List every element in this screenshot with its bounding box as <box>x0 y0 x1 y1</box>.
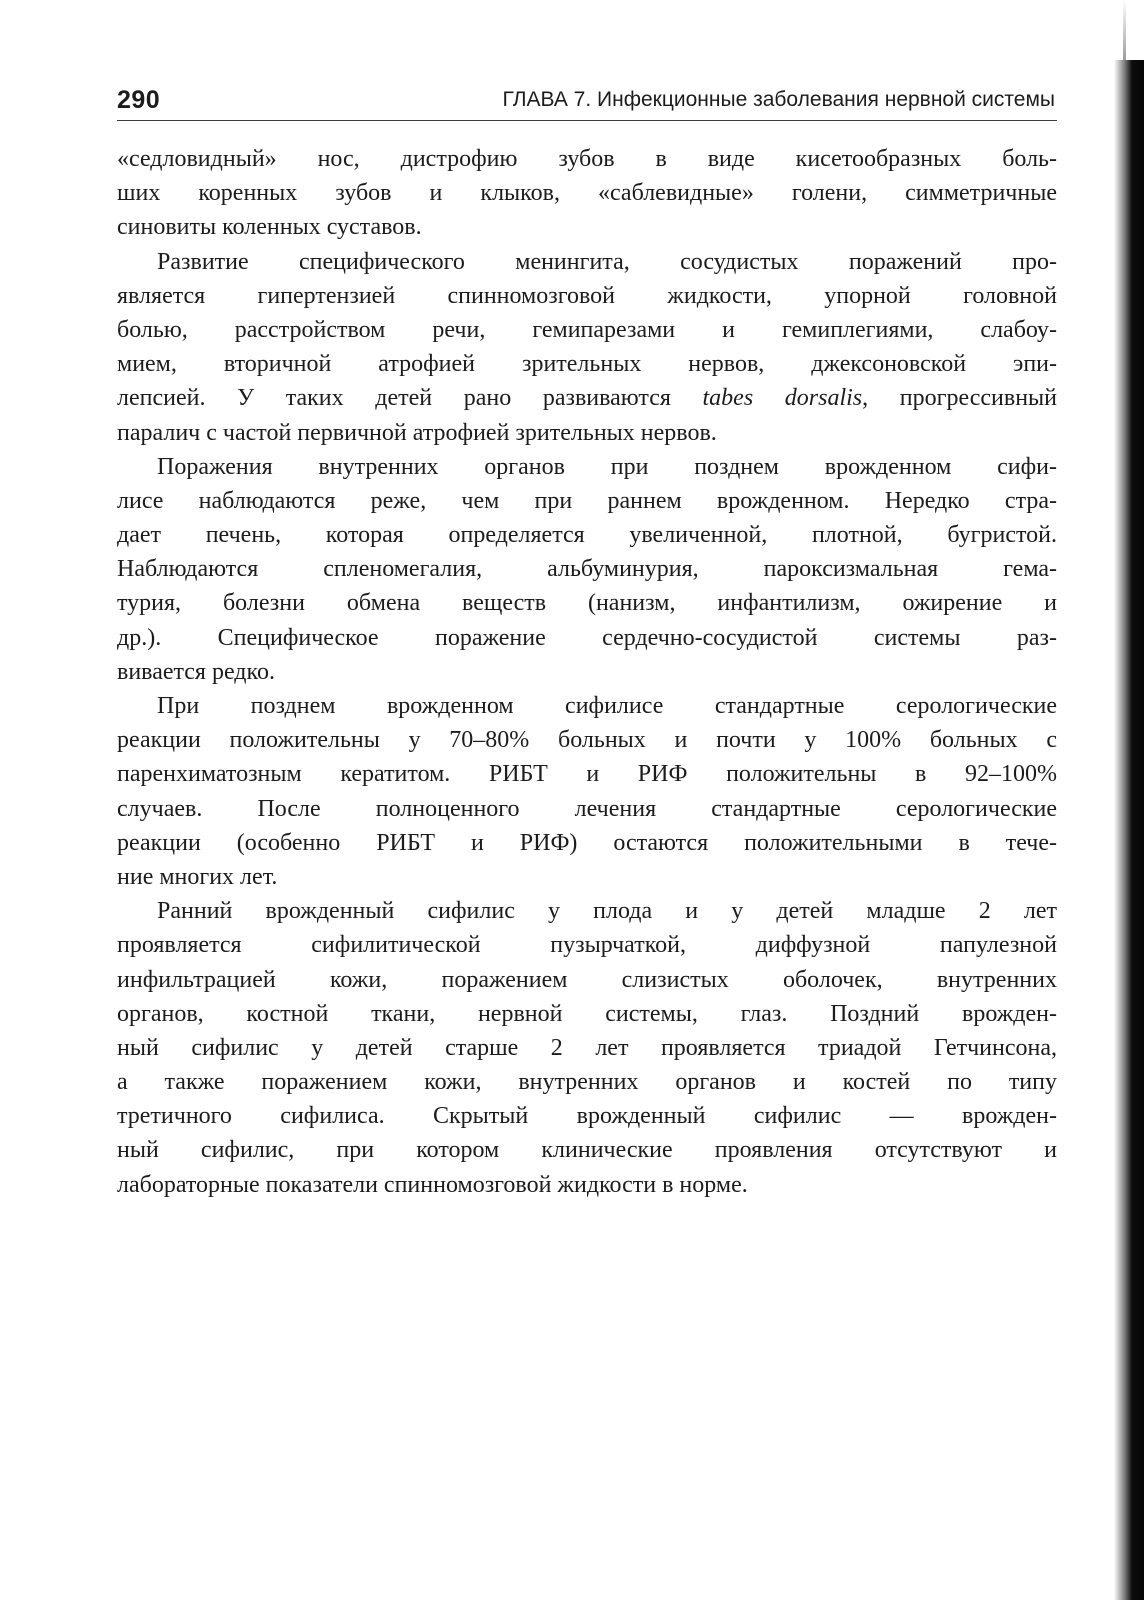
text-line: Наблюдаются спленомегалия, альбуминурия, пароксизмальная гема- <box>117 556 1057 583</box>
text-line: др.). Специфическое поражение сердечно-сосудистой системы раз- <box>117 624 1057 651</box>
text-line: Поражения внутренних органов при позднем врожденном сифи- <box>157 453 1057 480</box>
body-text <box>117 142 1057 1202</box>
text-line-with-latin-term <box>117 381 1057 415</box>
text-line: реакции положительны у 70–80% больных и почти у 100% больных с <box>117 727 1057 754</box>
text-line: болью, расстройством речи, гемипарезами и гемиплегиями, слабоу- <box>117 316 1057 343</box>
running-head: ГЛАВА 7. Инфекционные заболевания нервной системы <box>502 88 1055 111</box>
text-line: вивается редко. <box>117 658 275 685</box>
text-line: органов, костной ткани, нервной системы, глаз. Поздний врожден- <box>117 1000 1057 1027</box>
binding-shadow <box>1114 60 1144 1600</box>
text-line: При позднем врожденном сифилисе стандартные серологические <box>157 693 1057 719</box>
text-line: ный сифилис, при котором клинические проявления отсутствуют и <box>117 1137 1057 1164</box>
text-line: а также поражением кожи, внутренних органов и костей по типу <box>117 1069 1057 1096</box>
text-line: ный сифилис у детей старше 2 лет проявляется триадой Гетчинсона, <box>117 1034 1057 1061</box>
text-line: Ранний врожденный сифилис у плода и у детей младше 2 лет <box>157 898 1057 925</box>
page-header <box>117 80 1057 121</box>
text-line: случаев. После полноценного лечения стандартные серологические <box>117 795 1057 822</box>
text-line: синовиты коленных суставов. <box>117 214 422 241</box>
latin-term: tabes dorsalis <box>702 385 863 412</box>
text-line: реакции (особенно РИБТ и РИФ) остаются положительными в тече- <box>117 829 1057 856</box>
text-line: паренхиматозным кератитом. РИБТ и РИФ положительны в 92–100% <box>117 761 1057 788</box>
paragraph <box>117 894 1057 1202</box>
text-line: проявляется сифилитической пузырчаткой, диффузной папулезной <box>117 932 1057 959</box>
paragraph <box>117 689 1057 894</box>
text-line: паралич с частой первичной атрофией зрительных нервов. <box>117 419 717 446</box>
text-line: лисе наблюдаются реже, чем при раннем врожденном. Нередко стра- <box>117 487 1057 514</box>
paragraph <box>117 245 1057 450</box>
text-line: инфильтрацией кожи, поражением слизистых оболочек, внутренних <box>117 966 1057 993</box>
text-line: Развитие специфического менингита, сосудистых поражений про- <box>157 248 1057 275</box>
text-line: лабораторные показатели спинномозговой жидкости в норме. <box>117 1171 748 1198</box>
text-line: «седловидный» нос, дистрофию зубов в виде кисетообразных боль- <box>117 146 1057 172</box>
text-fragment: , прогрессивный <box>862 385 1057 412</box>
text-line: ших коренных зубов и клыков, «саблевидные» голени, симметричные <box>117 180 1057 207</box>
text-line: третичного сифилиса. Скрытый врожденный сифилис — врожден- <box>117 1103 1057 1130</box>
text-fragment: лепсией. У таких детей рано развиваются <box>117 385 703 412</box>
text-line: ние многих лет. <box>117 863 278 890</box>
page-number: 290 <box>117 86 161 114</box>
text-line: дает печень, которая определяется увеличенной, плотной, бугристой. <box>117 522 1057 549</box>
paragraph <box>117 142 1057 245</box>
text-line: является гипертензией спинномозговой жидкости, упорной головной <box>117 282 1057 309</box>
text-line: мием, вторичной атрофией зрительных нервов, джексоновской эпи- <box>117 351 1057 378</box>
paragraph <box>117 450 1057 689</box>
text-line: турия, болезни обмена веществ (нанизм, инфантилизм, ожирение и <box>117 590 1057 617</box>
scan-edge-mark <box>1123 0 1126 60</box>
